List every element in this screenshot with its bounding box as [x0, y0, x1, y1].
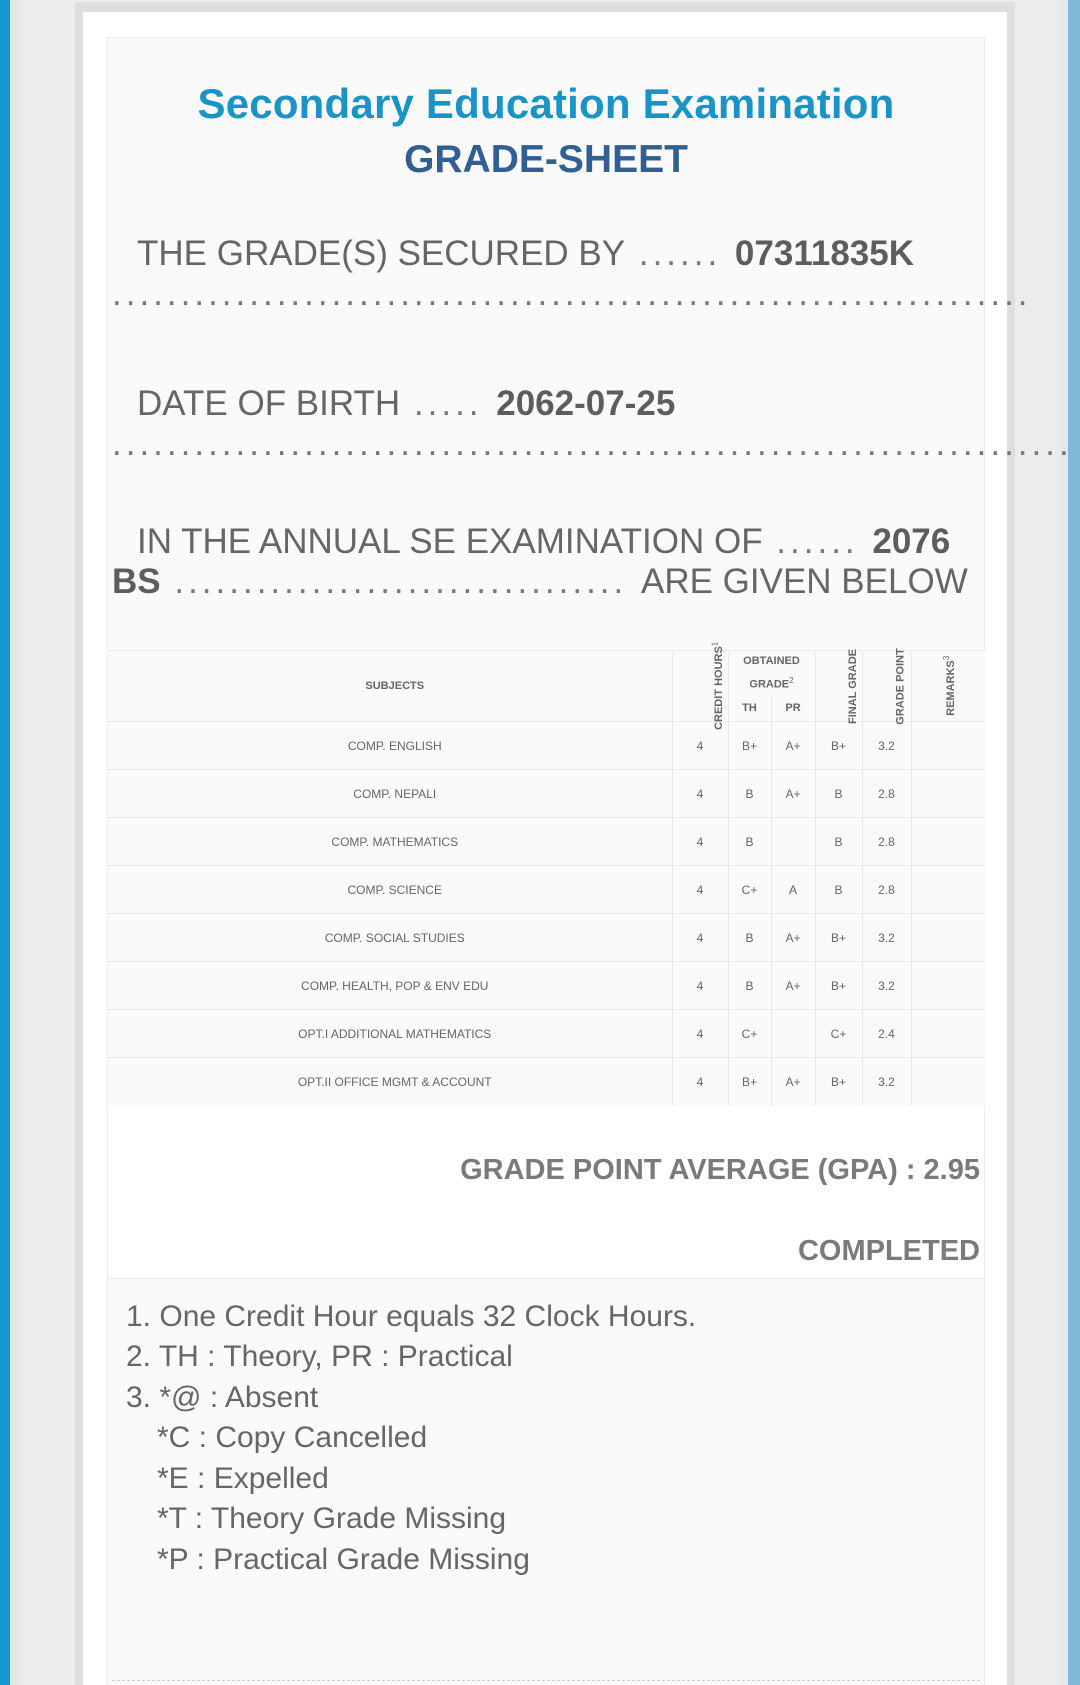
remarks — [911, 722, 986, 770]
gpa-summary: GRADE POINT AVERAGE (GPA) : 2.95 — [460, 1153, 980, 1186]
footnote-item: 1. One Credit Hour equals 32 Clock Hours. — [126, 1299, 697, 1333]
remarks — [911, 1010, 986, 1058]
remarks — [911, 962, 986, 1010]
footnote-item: *P : Practical Grade Missing — [157, 1542, 530, 1576]
theory-grade: B+ — [728, 722, 771, 770]
grade-point: 2.8 — [862, 818, 911, 866]
credit-hours: 4 — [672, 962, 728, 1010]
credit-hours: 4 — [672, 770, 728, 818]
practical-grade — [771, 1010, 815, 1058]
grade-point-label: GRADE POINT — [894, 647, 907, 725]
subject-name: COMP. HEALTH, POP & ENV EDU — [108, 962, 672, 1010]
final-grade: B — [815, 866, 862, 914]
remarks-header — [911, 651, 986, 722]
grade-point-header — [862, 647, 911, 725]
remarks — [911, 818, 986, 866]
grade-sheet-heading: GRADE-SHEET — [404, 138, 688, 181]
credit-hours: 4 — [672, 866, 728, 914]
remarks-footnote: 3 — [941, 656, 951, 661]
exam-label: IN THE ANNUAL SE EXAMINATION OF — [137, 522, 763, 561]
grade-point: 3.2 — [862, 914, 911, 962]
table-row — [108, 1010, 986, 1058]
results-area — [108, 641, 984, 1279]
theory-grade: B — [728, 818, 771, 866]
footnotes — [108, 1279, 984, 1581]
footnote-item: 2. TH : Theory, PR : Practical — [126, 1340, 513, 1374]
practical-grade: A — [771, 866, 815, 914]
credit-hours: 4 — [672, 722, 728, 770]
subject-name: COMP. MATHEMATICS — [108, 818, 672, 866]
grade-point: 3.2 — [862, 1058, 911, 1106]
theory-grade: B — [728, 770, 771, 818]
final-grade: B+ — [815, 1058, 862, 1106]
footnote-item: *T : Theory Grade Missing — [157, 1502, 507, 1536]
secured-by-label: THE GRADE(S) SECURED BY — [137, 234, 626, 273]
subjects-header: SUBJECTS — [108, 651, 672, 722]
final-grade: C+ — [815, 1010, 862, 1058]
given-below-label: ARE GIVEN BELOW — [640, 562, 968, 601]
final-grade-header — [815, 648, 862, 724]
credit-hours-label: CREDIT HOURS — [712, 646, 725, 731]
footnote-item: *C : Copy Cancelled — [157, 1421, 428, 1455]
pr-header: PR — [771, 695, 815, 722]
practical-grade: A+ — [771, 770, 815, 818]
credit-hours: 4 — [672, 1058, 728, 1106]
grade-sheet-card — [83, 12, 1073, 1685]
theory-grade: B+ — [728, 1058, 771, 1106]
subject-name: COMP. SCIENCE — [108, 866, 672, 914]
remarks — [911, 770, 986, 818]
obtained-grade-label: OBTAINED GRADE — [743, 655, 800, 691]
exam-title: Secondary Education Examination — [197, 80, 895, 127]
grade-point: 2.4 — [862, 1010, 911, 1058]
grade-point: 3.2 — [862, 962, 911, 1010]
final-grade: B — [815, 770, 862, 818]
final-grade: B+ — [815, 722, 862, 770]
credit-hours-footnote: 1 — [709, 641, 719, 647]
remarks — [911, 1058, 986, 1106]
grade-point: 2.8 — [862, 866, 911, 914]
theory-grade: C+ — [728, 866, 771, 914]
remarks-label: REMARKS — [944, 660, 957, 717]
obtained-grade-header — [728, 651, 815, 695]
th-header: TH — [728, 695, 771, 722]
final-grade: B+ — [815, 914, 862, 962]
table-row — [108, 770, 986, 818]
subject-name: COMP. ENGLISH — [108, 722, 672, 770]
theory-grade: B — [728, 914, 771, 962]
table-row — [108, 1058, 986, 1106]
secured-by-line: THE GRADE(S) SECURED BY ...... 07311835K ................................................................... — [112, 234, 1032, 313]
table-row — [108, 818, 986, 866]
remarks — [911, 866, 986, 914]
left-edge-strip — [0, 0, 20, 1685]
grade-sheet — [107, 37, 1073, 1685]
practical-grade: A+ — [771, 722, 815, 770]
footnote-item: *E : Expelled — [157, 1461, 329, 1495]
date-of-birth: 2062-07-25 — [496, 384, 676, 423]
grades-table — [108, 641, 986, 1106]
symbol-number: 07311835K — [734, 234, 914, 273]
result-status: COMPLETED — [797, 1234, 980, 1267]
practical-grade: A+ — [771, 914, 815, 962]
subject-name: OPT.I ADDITIONAL MATHEMATICS — [108, 1010, 672, 1058]
subject-name: OPT.II OFFICE MGMT & ACCOUNT — [108, 1058, 672, 1106]
theory-grade: C+ — [728, 1010, 771, 1058]
footnote-item: 3. *@ : Absent — [126, 1380, 319, 1414]
credit-hours: 4 — [672, 818, 728, 866]
obtained-grade-footnote: 2 — [789, 676, 794, 685]
credit-hours: 4 — [672, 1010, 728, 1058]
grade-rows — [108, 722, 986, 1106]
exam-year: 2076 BS — [112, 522, 951, 601]
final-grade: B+ — [815, 962, 862, 1010]
remarks — [911, 914, 986, 962]
grade-point: 2.8 — [862, 770, 911, 818]
final-grade: B — [815, 818, 862, 866]
table-row — [108, 866, 986, 914]
subject-name: COMP. SOCIAL STUDIES — [108, 914, 672, 962]
exam-line: IN THE ANNUAL SE EXAMINATION OF ...... 2076 BS ................................. ARE GIVEN BELOW — [112, 522, 968, 601]
bottom-divider — [112, 1680, 980, 1681]
dob-line: DATE OF BIRTH ..... 2062-07-25 ...................................................................... — [112, 384, 1073, 463]
subject-name: COMP. NEPALI — [108, 770, 672, 818]
practical-grade: A+ — [771, 962, 815, 1010]
right-edge-strip — [1060, 0, 1080, 1685]
table-row — [108, 962, 986, 1010]
table-row — [108, 914, 986, 962]
table-row — [108, 722, 986, 770]
page-frame — [75, 2, 1073, 1685]
theory-grade: B — [728, 962, 771, 1010]
credit-hours: 4 — [672, 914, 728, 962]
final-grade-label: FINAL GRADE — [846, 648, 859, 724]
practical-grade — [771, 818, 815, 866]
credit-hours-header — [672, 641, 728, 731]
practical-grade: A+ — [771, 1058, 815, 1106]
dob-label: DATE OF BIRTH — [137, 384, 401, 423]
grade-point: 3.2 — [862, 722, 911, 770]
